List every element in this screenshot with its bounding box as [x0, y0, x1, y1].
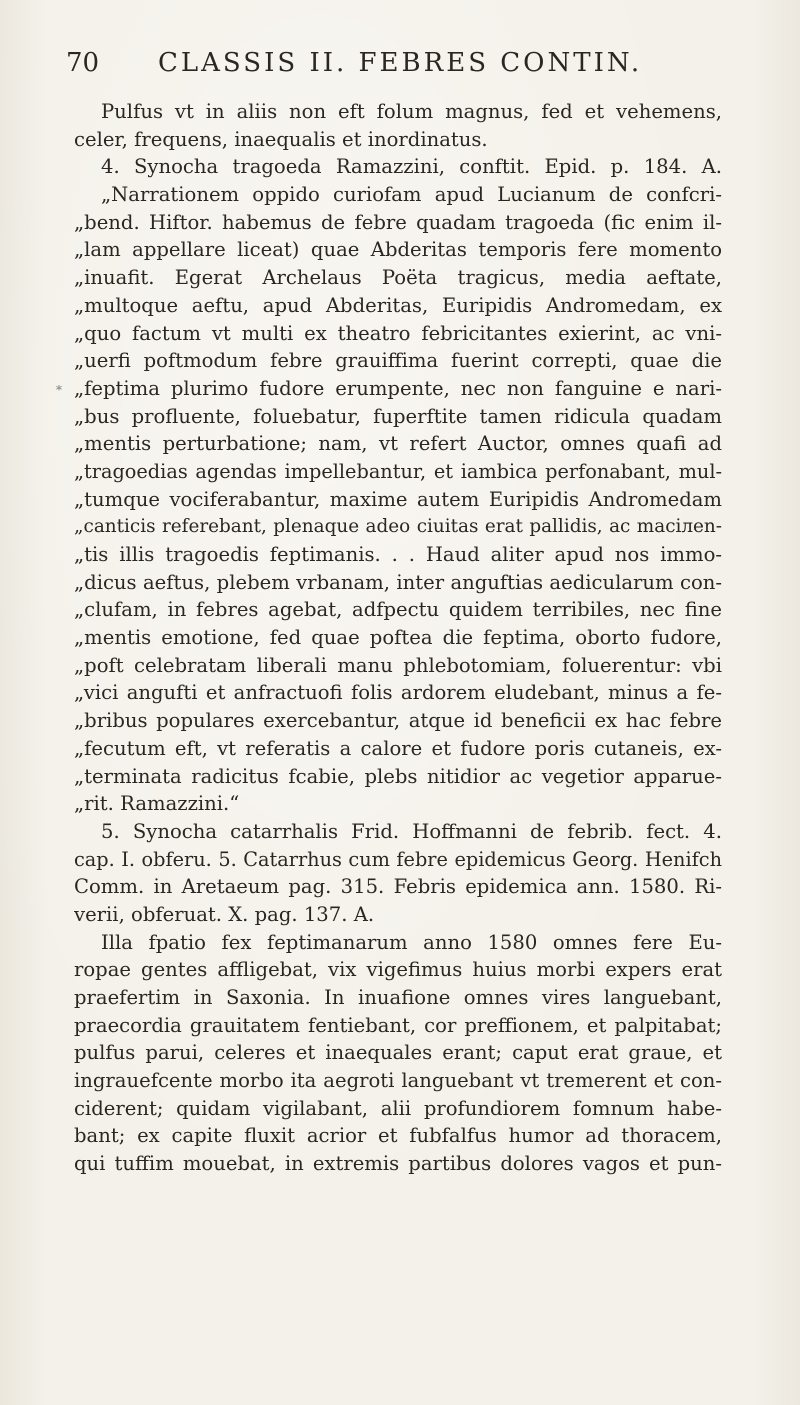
text-line: ingrauefcente morbo ita aegroti languebant vt tremerent et con-: [74, 1069, 722, 1093]
text-line: Comm. in Aretaeum pag. 315. Febris epidemica ann. 1580. Ri-: [74, 875, 722, 899]
text-line: „fecutum eft, vt referatis a calore et fudore poris cutaneis, ex-: [74, 736, 722, 760]
text-line: „uerfi poftmodum febre grauiffima fuerint correpti, quae die: [74, 349, 722, 373]
text-line: „mentis perturbatione; nam, vt refert Auctor, omnes quafi ad: [74, 432, 722, 456]
text-line: „lam appellare liceat) quae Abderitas temporis fere momento: [74, 238, 722, 262]
page-header: [66, 48, 726, 84]
text-line: „feptima plurimo fudore erumpente, nec non fanguine e nari-: [74, 376, 722, 400]
page-number: 70: [66, 48, 100, 78]
text-line: „tumque vociferabantur, maxime autem Euripidis Andromedam: [74, 487, 722, 511]
running-head: CLASSIS II. FEBRES CONTIN.: [158, 48, 643, 78]
text-line: „quo factum vt multi ex theatro febricitantes exierint, ac vni-: [74, 321, 722, 345]
text-line: „Narrationem oppido curiofam apud Lucianum de confcri-: [101, 183, 722, 207]
text-line: pulfus parui, celeres et inaequales erant; caput erat graue, et: [74, 1041, 722, 1065]
text-line: „canticis referebant, plenaque adeo ciuitas erat pallidis, ac maciлen-: [74, 516, 722, 538]
text-line: verii, obferuat. X. pag. 137. A.: [74, 902, 375, 926]
text-line: „terminata radicitus fcabie, plebs nitidior ac vegetior apparue-: [74, 764, 722, 788]
text-line: Pulfus vt in aliis non eft folum magnus, fed et vehemens,: [101, 100, 722, 123]
text-line: „bend. Hiftor. habemus de febre quadam tragoeda (fic enim il-: [74, 210, 722, 234]
text-line: „rit. Ramazzini.“: [74, 792, 240, 816]
text-line: praefertim in Saxonia. In inuafione omnes vires languebant,: [74, 986, 722, 1009]
text-line: „mentis emotione, fed quae poftea die feptima, oborto fudore,: [74, 626, 722, 650]
text-line: 5. Synocha catarrhalis Frid. Hoffmanni de febrib. fect. 4.: [101, 819, 722, 843]
text-line: cap. I. obferu. 5. Catarrhus cum febre epidemicus Georg. Henifch: [74, 847, 722, 871]
text-line: „clufam, in febres agebat, adfpectu quidem terribiles, nec fine: [74, 598, 722, 622]
text-line: „tis illis tragoedis feptimanis. . . Haud aliter apud nos immo-: [74, 543, 722, 566]
body-text: [74, 98, 722, 1178]
text-line: 4. Synocha tragoeda Ramazzini, conftit. Epid. p. 184. A.: [101, 155, 722, 179]
text-line: ciderent; quidam vigilabant, alii profundiorem fomnum habe-: [74, 1096, 722, 1120]
text-line: „dicus aeftus, plebem vrbanam, inter anguftias aedicularum con-: [74, 570, 722, 594]
margin-mark: *: [56, 383, 62, 397]
text-line: „tragoedias agendas impellebantur, et iambica perfonabant, mul-: [74, 459, 722, 483]
text-line: „bus profluente, foluebatur, fuperftite tamen ridicula quadam: [74, 404, 722, 428]
text-line: bant; ex capite fluxit acrior et fubfalfus humor ad thoracem,: [74, 1124, 722, 1148]
text-line: „poft celebratam liberali manu phlebotomiam, foluerentur: vbi: [74, 653, 722, 677]
text-line: „multoque aeftu, apud Abderitas, Euripidis Andromedam, ex: [74, 293, 722, 317]
text-line: Illa fpatio fex feptimanarum anno 1580 omnes fere Eu-: [101, 930, 722, 954]
text-line: qui tuffim mouebat, in extremis partibus dolores vagos et pun-: [74, 1152, 722, 1176]
text-line: „inuafit. Egerat Archelaus Poëta tragicus, media aeftate,: [74, 266, 722, 290]
text-line: „bribus populares exercebantur, atque id beneficii ex hac febre: [74, 709, 722, 733]
text-line: celer, frequens, inaequalis et inordinatus.: [74, 127, 488, 151]
text-line: praecordia grauitatem fentiebant, cor preffionem, et palpitabat;: [74, 1013, 722, 1037]
text-line: „vici angufti et anfractuofi folis ardorem eludebant, minus a fe-: [74, 681, 722, 705]
text-line: ropae gentes affligebat, vix vigefimus huius morbi expers erat: [74, 958, 722, 982]
